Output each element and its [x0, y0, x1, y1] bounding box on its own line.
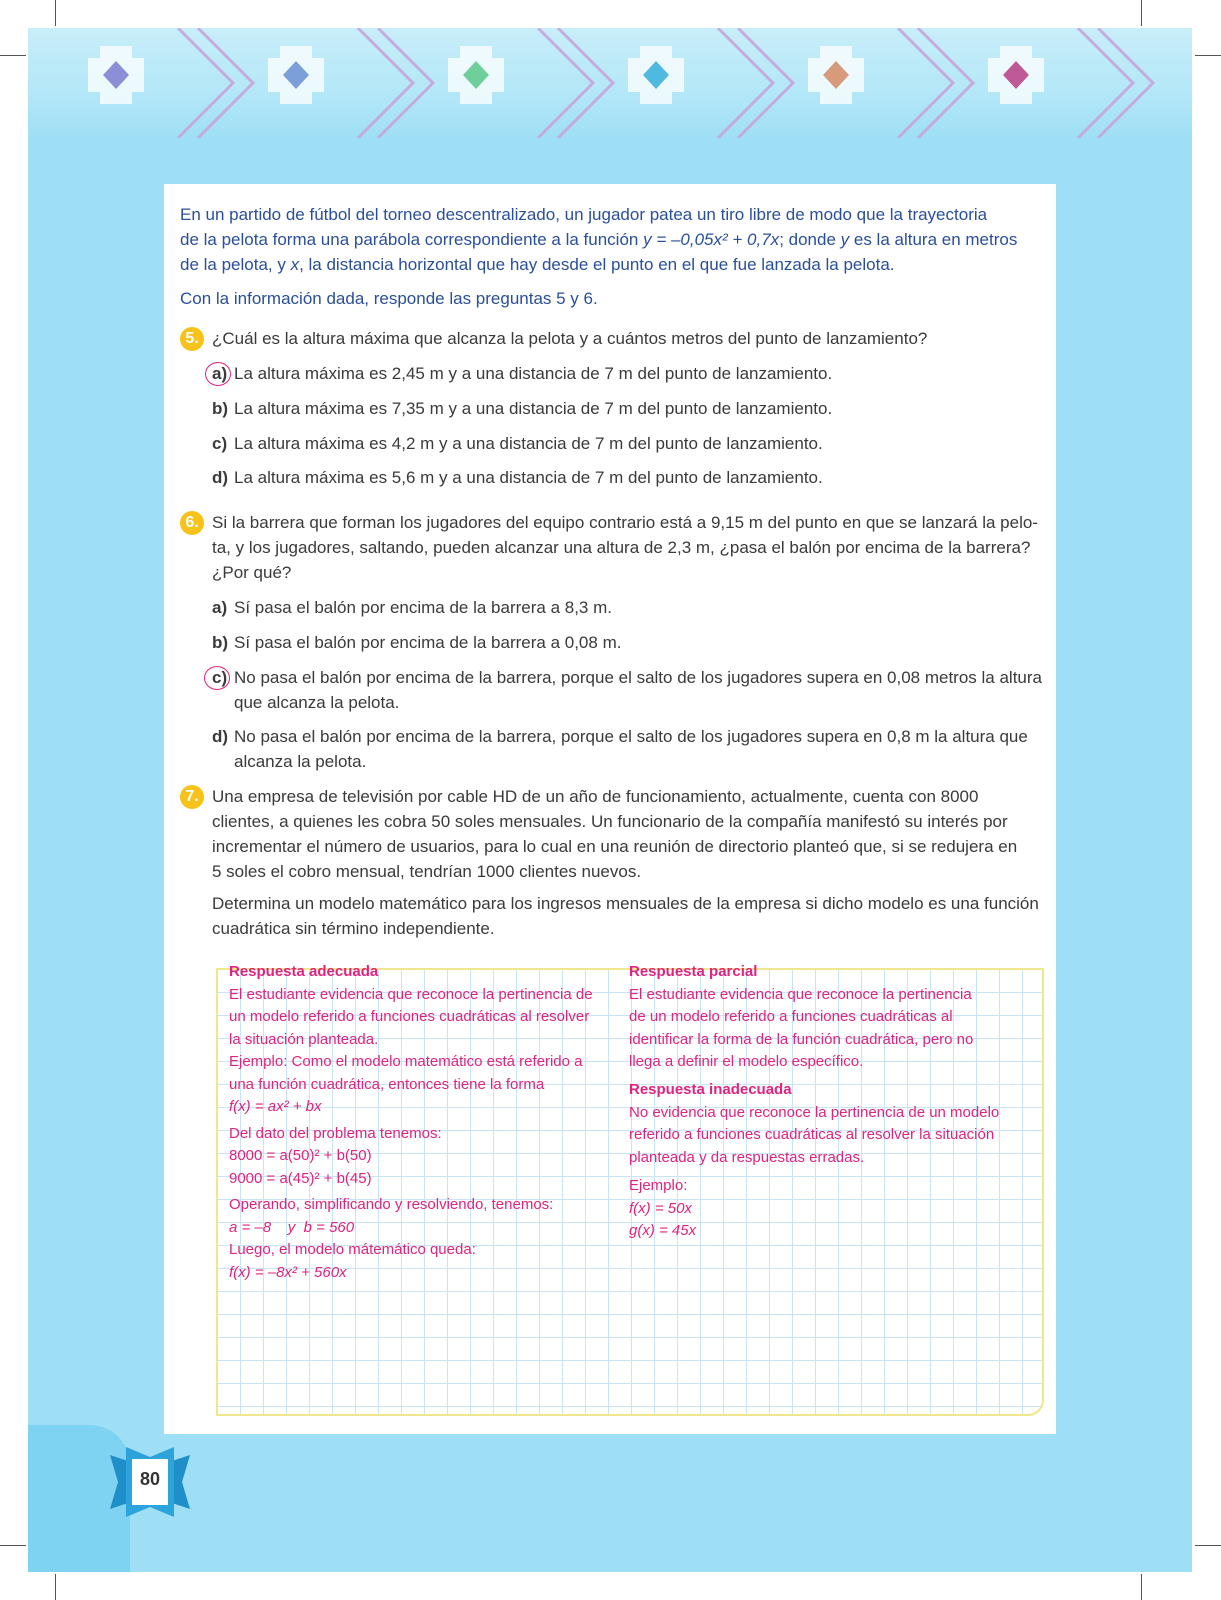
q5-option-c: c) La altura máxima es 4,2 m y a una distancia de 7 m del punto de lanzamiento.: [212, 434, 823, 453]
crop-mark: [0, 1545, 26, 1546]
equation-1: 8000 = a(50)² + b(50): [229, 1147, 372, 1164]
q6-option-a: a) Sí pasa el balón por encima de la barrera a 8,3 m.: [212, 598, 612, 617]
adequate-answer: Respuesta adecuada El estudiante evidencia que reconoce la pertinencia de un modelo referido a funciones cuadráticas al resolver la situación planteada. Ejemplo: Como el modelo matemático está referido a una función cuadrática, entonces tiene la forma f(x) = ax² + bx Del dato del problema tenemos: 8000 = a(50)² + b(50) 9000 = a(45)² + b(45) Operando, simplificando y resolviendo, tenemos: a = –8 y b = 560 Luego, el modelo mátemático queda: f(x) = –8x² + 560x: [229, 961, 619, 1284]
equation-2: 9000 = a(45)² + b(45): [229, 1169, 372, 1187]
question-number-badge: 6.: [180, 511, 204, 535]
crop-mark: [0, 55, 26, 56]
crop-mark: [1195, 1545, 1221, 1546]
crop-mark: [55, 1574, 56, 1600]
q5-option-a: a) La altura máxima es 2,45 m y a una distancia de 7 m del punto de lanzamiento.: [212, 364, 833, 383]
q6-option-c: c) No pasa el balón por encima de la barrera, porque el salto de los jugadores supera en 0,08 metros la altura que alcanza la pelota.: [212, 668, 1042, 712]
crop-mark: [1195, 55, 1221, 56]
partial-title: Respuesta parcial: [629, 963, 758, 980]
q5-option-b: b) La altura máxima es 7,35 m y a una distancia de 7 m del punto de lanzamiento.: [212, 399, 833, 418]
question-5-text: ¿Cuál es la altura máxima que alcanza la pelota y a cuántos metros del punto de lanzamiento?: [212, 329, 928, 348]
page-number-badge: [110, 1447, 190, 1522]
question-6-text: Si la barrera que forman los jugadores del equipo contrario está a 9,15 m del punto en que se lanzará la pelo- ta, y los jugadores, saltando, pueden alcanzar una altura de 2,3 m, ¿pasa el balón por encima de la barrera? ¿Por qué?: [212, 513, 1038, 582]
selected-answer-circle: [205, 362, 231, 386]
question-number-badge: 7.: [180, 785, 204, 809]
intro-line-3: de la pelota, y x, la distancia horizontal que hay desde el punto en el que fue lanzada la pelota.: [180, 255, 895, 274]
selected-answer-circle: [204, 666, 230, 690]
question-7-text: Una empresa de televisión por cable HD de un año de funcionamiento, actualmente, cuenta con 8000 clientes, a quienes les cobra 50 soles mensuales. Un funcionario de la compañía manifestó su interés por incrementar el número de usuarios, para lo cual en una reunión de directorio planteó que, si se redujera en 5 soles el cobro mensual, tendrían 1000 clientes nuevos.: [212, 787, 1018, 881]
crop-mark: [1141, 0, 1142, 26]
adequate-title: Respuesta adecuada: [229, 963, 379, 980]
page-number: 80: [139, 1469, 161, 1489]
intro-line-2: de la pelota forma una parábola correspondiente a la función y = –0,05x² + 0,7x; donde y es la altura en metros: [180, 230, 1018, 249]
partial-answer: Respuesta parcial El estudiante evidencia que reconoce la pertinencia de un modelo referido a funciones cuadráticas al identificar la forma de la función cuadrática, pero no llega a definir el modelo específico.: [629, 963, 974, 1070]
general-form: f(x) = ax² + bx: [229, 1098, 322, 1115]
q6-option-d: d) No pasa el balón por encima de la barrera, porque el salto de los jugadores supera en 0,8 m la altura que alcanza la pelota.: [212, 727, 1028, 771]
intro-line-1: En un partido de fútbol del torneo descentralizado, un jugador patea un tiro libre de modo que la trayectoria: [180, 205, 988, 224]
solution-values: a = –8 y b = 560: [229, 1218, 355, 1236]
crop-mark: [1141, 1574, 1142, 1600]
decorative-band: [28, 28, 1192, 138]
crop-mark: [55, 0, 56, 26]
inadequate-answer: Respuesta inadecuada No evidencia que reconoce la pertinencia de un modelo referido a funciones cuadráticas al resolver la situación planteada y da respuestas erradas. Ejemplo: f(x) = 50x g(x) = 45x: [629, 1081, 1000, 1239]
final-model: f(x) = –8x² + 560x: [229, 1263, 347, 1281]
question-number-badge: 5.: [180, 327, 204, 351]
q5-option-d: d) La altura máxima es 5,6 m y a una distancia de 7 m del punto de lanzamiento.: [212, 468, 823, 487]
intro-paragraph: [180, 202, 1050, 277]
intro-instruction: Con la información dada, responde las preguntas 5 y 6.: [180, 289, 598, 308]
function-formula: y = –0,05x² + 0,7x: [643, 230, 780, 249]
question-7-task: Determina un modelo matemático para los ingresos mensuales de la empresa si dicho modelo es una función cuadrática sin término independiente.: [212, 894, 1039, 938]
q6-option-b: b) Sí pasa el balón por encima de la barrera a 0,08 m.: [212, 633, 622, 652]
inadequate-title: Respuesta inadecuada: [629, 1081, 792, 1098]
andean-pattern-icon: [28, 28, 1192, 138]
